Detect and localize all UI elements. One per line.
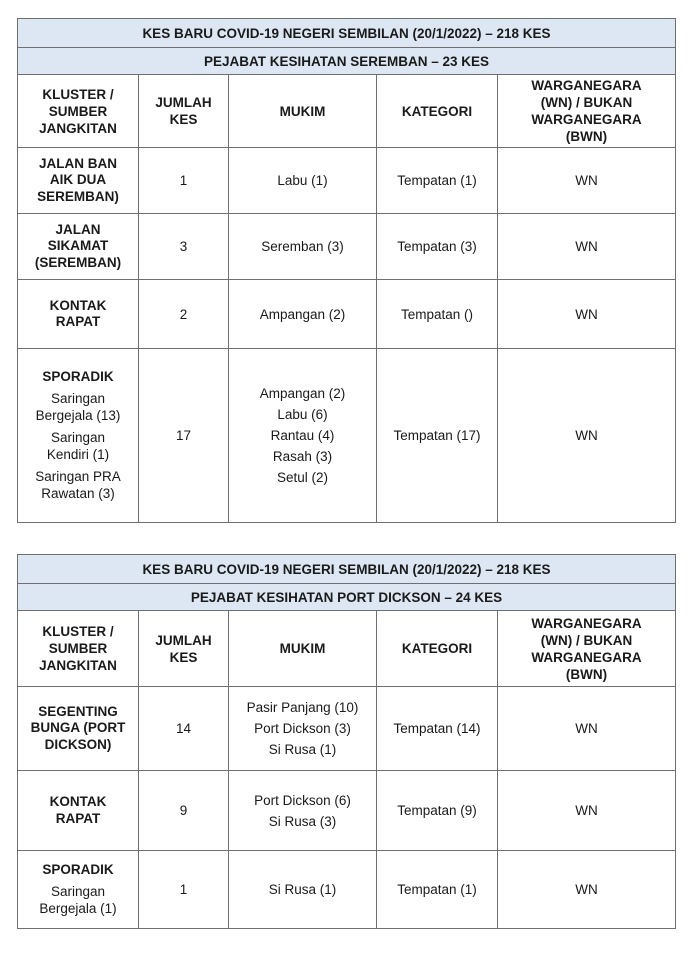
mukim-entry: Pasir Panjang (10)	[246, 700, 359, 715]
column-header-line: KLUSTER /	[42, 624, 114, 639]
covid-case-table	[17, 554, 676, 929]
table-row	[18, 851, 676, 929]
case-count-cell: 2	[139, 280, 229, 349]
column-header-line: (BWN)	[565, 666, 608, 682]
column-header-line: JANGKITAN	[39, 658, 117, 673]
column-header-line: KATEGORI	[401, 103, 473, 119]
mukim-cell	[229, 214, 377, 280]
citizenship-cell: WN	[498, 148, 676, 214]
cluster-cell	[18, 148, 139, 214]
column-header-line: WARGANEGARA	[531, 112, 642, 127]
column-header-line: (WN) / BUKAN	[540, 95, 633, 110]
screening-subcategory	[22, 430, 134, 463]
column-header-line: SUMBER	[48, 103, 108, 119]
mukim-cell	[229, 349, 377, 523]
screening-subcategory-line: Saringan	[50, 430, 106, 446]
cluster-name-line: AIK DUA	[49, 172, 107, 188]
health-office-title: PEJABAT KESIHATAN SEREMBAN – 23 KES	[18, 48, 676, 75]
mukim-cell	[229, 851, 377, 929]
mukim-entry: Si Rusa (3)	[268, 813, 337, 829]
cluster-cell	[18, 214, 139, 280]
cluster-name-line: (SEREMBAN)	[34, 254, 122, 270]
mukim-cell	[229, 280, 377, 349]
cluster-name-line: JALAN BAN	[38, 155, 117, 171]
column-header-citizenship	[498, 611, 676, 687]
case-count-cell: 9	[139, 771, 229, 851]
screening-subcategory-line: Bergejala (13)	[35, 407, 121, 423]
mukim-entry: Ampangan (2)	[259, 306, 346, 322]
case-count-cell: 1	[139, 148, 229, 214]
screening-subcategory-line: Saringan	[50, 391, 106, 407]
cluster-name-line: JALAN	[55, 221, 101, 237]
column-header-line: MUKIM	[279, 103, 326, 119]
table-row	[18, 771, 676, 851]
cluster-cell	[18, 349, 139, 523]
cluster-name-line: BUNGA (PORT	[30, 720, 126, 736]
case-count-cell: 17	[139, 349, 229, 523]
mukim-entry: Setul (2)	[276, 470, 329, 485]
category-cell: Tempatan (1)	[377, 851, 498, 929]
column-header-citizenship	[498, 75, 676, 148]
table-row	[18, 349, 676, 523]
screening-subcategory-line: Kendiri (1)	[46, 446, 110, 462]
case-count-cell: 3	[139, 214, 229, 280]
table-row	[18, 280, 676, 349]
column-header-line: (WN) / BUKAN	[540, 632, 633, 648]
citizenship-cell: WN	[498, 687, 676, 771]
cluster-name-line: KONTAK	[49, 794, 107, 809]
column-header-line: KLUSTER /	[42, 86, 114, 102]
column-header-mukim	[229, 611, 377, 687]
screening-subcategory	[22, 391, 134, 424]
mukim-entry: Si Rusa (1)	[268, 742, 337, 757]
screening-subcategory-line: Saringan PRA	[35, 469, 121, 485]
column-header-line: WARGANEGARA	[531, 78, 642, 93]
mukim-entry: Rasah (3)	[272, 449, 333, 464]
cluster-name-line: SPORADIK	[42, 368, 114, 384]
citizenship-cell: WN	[498, 214, 676, 280]
table-row	[18, 148, 676, 214]
mukim-cell	[229, 148, 377, 214]
health-office-title: PEJABAT KESIHATAN PORT DICKSON – 24 KES	[18, 584, 676, 611]
mukim-entry: Seremban (3)	[261, 239, 344, 254]
column-header-kategori	[377, 75, 498, 148]
category-cell: Tempatan (17)	[377, 349, 498, 523]
cluster-name-line: DICKSON)	[44, 736, 112, 752]
column-header-line: SUMBER	[48, 641, 108, 656]
table-row	[18, 214, 676, 280]
column-header-count	[139, 611, 229, 687]
screening-subcategory	[22, 884, 134, 917]
column-header-line: WARGANEGARA	[531, 615, 642, 631]
cluster-cell	[18, 687, 139, 771]
cluster-name-line: SEREMBAN)	[37, 188, 119, 204]
mukim-entry: Labu (1)	[277, 173, 328, 188]
cluster-name-line: RAPAT	[55, 314, 101, 329]
column-header-line: MUKIM	[279, 641, 326, 656]
cluster-cell	[18, 771, 139, 851]
table-row	[18, 687, 676, 771]
mukim-entry: Labu (6)	[277, 407, 328, 422]
cluster-name-line: SIKAMAT	[47, 238, 109, 254]
category-cell: Tempatan (1)	[377, 148, 498, 214]
column-header-line: JANGKITAN	[39, 120, 117, 136]
column-header-line: (BWN)	[565, 129, 608, 144]
cluster-name-line: RAPAT	[55, 810, 101, 826]
column-header-line: JUMLAH	[155, 95, 212, 110]
cluster-name-line: SEGENTING	[38, 703, 118, 719]
mukim-cell	[229, 687, 377, 771]
column-header-cluster	[18, 75, 139, 148]
cluster-name-line: SPORADIK	[42, 861, 114, 877]
cluster-name-line: KONTAK	[49, 297, 107, 313]
mukim-entry: Si Rusa (1)	[268, 882, 337, 897]
citizenship-cell: WN	[498, 349, 676, 523]
column-header-line: WARGANEGARA	[531, 649, 642, 665]
column-header-kategori	[377, 611, 498, 687]
category-cell: Tempatan (9)	[377, 771, 498, 851]
case-count-cell: 14	[139, 687, 229, 771]
cluster-cell	[18, 280, 139, 349]
citizenship-cell: WN	[498, 851, 676, 929]
category-cell: Tempatan ()	[377, 280, 498, 349]
mukim-entry: Rantau (4)	[270, 428, 335, 443]
category-cell: Tempatan (14)	[377, 687, 498, 771]
covid-case-table	[17, 18, 676, 523]
citizenship-cell: WN	[498, 771, 676, 851]
column-header-cluster	[18, 611, 139, 687]
cluster-cell	[18, 851, 139, 929]
mukim-cell	[229, 771, 377, 851]
screening-subcategory-line: Bergejala (1)	[39, 900, 117, 916]
column-header-line: KES	[169, 649, 198, 665]
screening-subcategory-line: Saringan	[50, 884, 106, 900]
citizenship-cell: WN	[498, 280, 676, 349]
column-header-line: KES	[169, 112, 198, 127]
screening-subcategory-line: Rawatan (3)	[41, 485, 115, 501]
table-title: KES BARU COVID-19 NEGERI SEMBILAN (20/1/2022) – 218 KES	[18, 555, 676, 584]
mukim-entry: Ampangan (2)	[259, 386, 346, 401]
column-header-line: KATEGORI	[401, 641, 473, 656]
column-header-mukim	[229, 75, 377, 148]
table-title: KES BARU COVID-19 NEGERI SEMBILAN (20/1/2022) – 218 KES	[18, 19, 676, 48]
category-cell: Tempatan (3)	[377, 214, 498, 280]
mukim-entry: Port Dickson (3)	[254, 721, 351, 736]
screening-subcategory	[22, 469, 134, 502]
column-header-line: JUMLAH	[155, 632, 212, 648]
mukim-entry: Port Dickson (6)	[254, 792, 351, 808]
column-header-count	[139, 75, 229, 148]
case-count-cell: 1	[139, 851, 229, 929]
